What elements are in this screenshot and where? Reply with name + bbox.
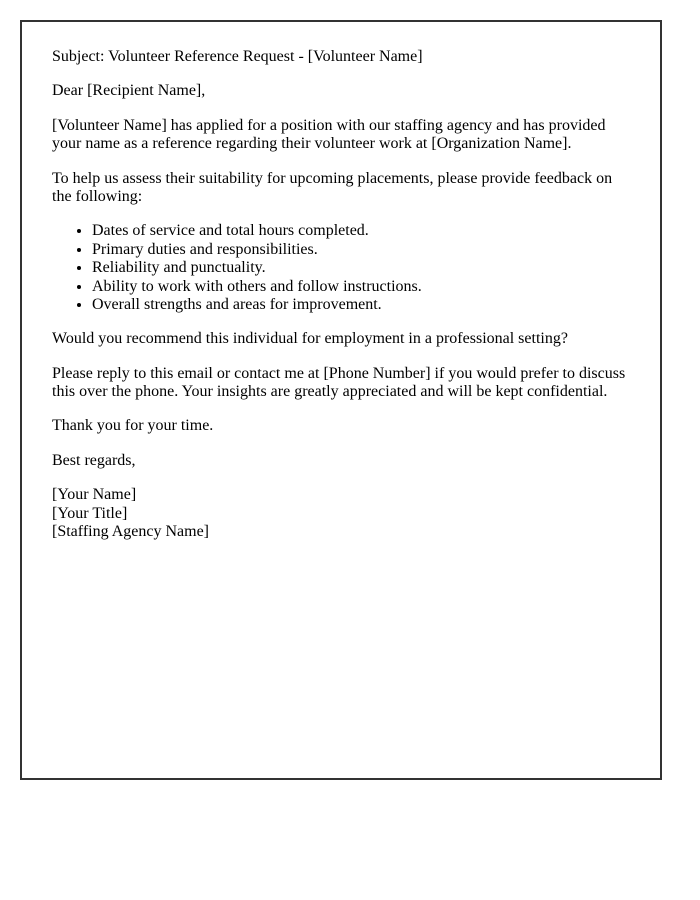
contact-paragraph: Please reply to this email or contact me at [Phone Number] if you would prefer to discuss this over the phone. Your insights are greatly appreciated and will be kept confidential. bbox=[52, 364, 626, 401]
thanks-paragraph: Thank you for your time. bbox=[52, 417, 214, 435]
list-item-reliability: • Reliability and punctuality. bbox=[92, 259, 630, 277]
subject-line: Subject: Volunteer Reference Request - [Volunteer Name] bbox=[52, 48, 423, 65]
feedback-list bbox=[52, 222, 630, 314]
letter-document bbox=[20, 20, 662, 780]
list-item-overall-strengths: • Overall strengths and areas for improvement. bbox=[92, 296, 630, 314]
signature-agency: [Staffing Agency Name] bbox=[52, 523, 209, 541]
list-item-primary-duties: • Primary duties and responsibilities. bbox=[92, 241, 630, 259]
signature-name: [Your Name] bbox=[52, 486, 137, 504]
list-item-ability-to-work: • Ability to work with others and follow instructions. bbox=[92, 278, 630, 296]
recommendation-question-paragraph: Would you recommend this individual for employment in a professional setting? bbox=[52, 330, 568, 348]
signature-block bbox=[52, 486, 630, 541]
intro-paragraph: [Volunteer Name] has applied for a position with our staffing agency and has provided your name as a reference regarding their volunteer work at [Organization Name]. bbox=[52, 116, 606, 153]
closing-paragraph: Best regards, bbox=[52, 451, 136, 469]
list-item-dates-of-service: • Dates of service and total hours completed. bbox=[92, 222, 630, 240]
salutation: Dear [Recipient Name], bbox=[52, 82, 206, 100]
signature-title: [Your Title] bbox=[52, 504, 128, 522]
feedback-request-paragraph: To help us assess their suitability for upcoming placements, please provide feedback on the following: bbox=[52, 169, 613, 205]
